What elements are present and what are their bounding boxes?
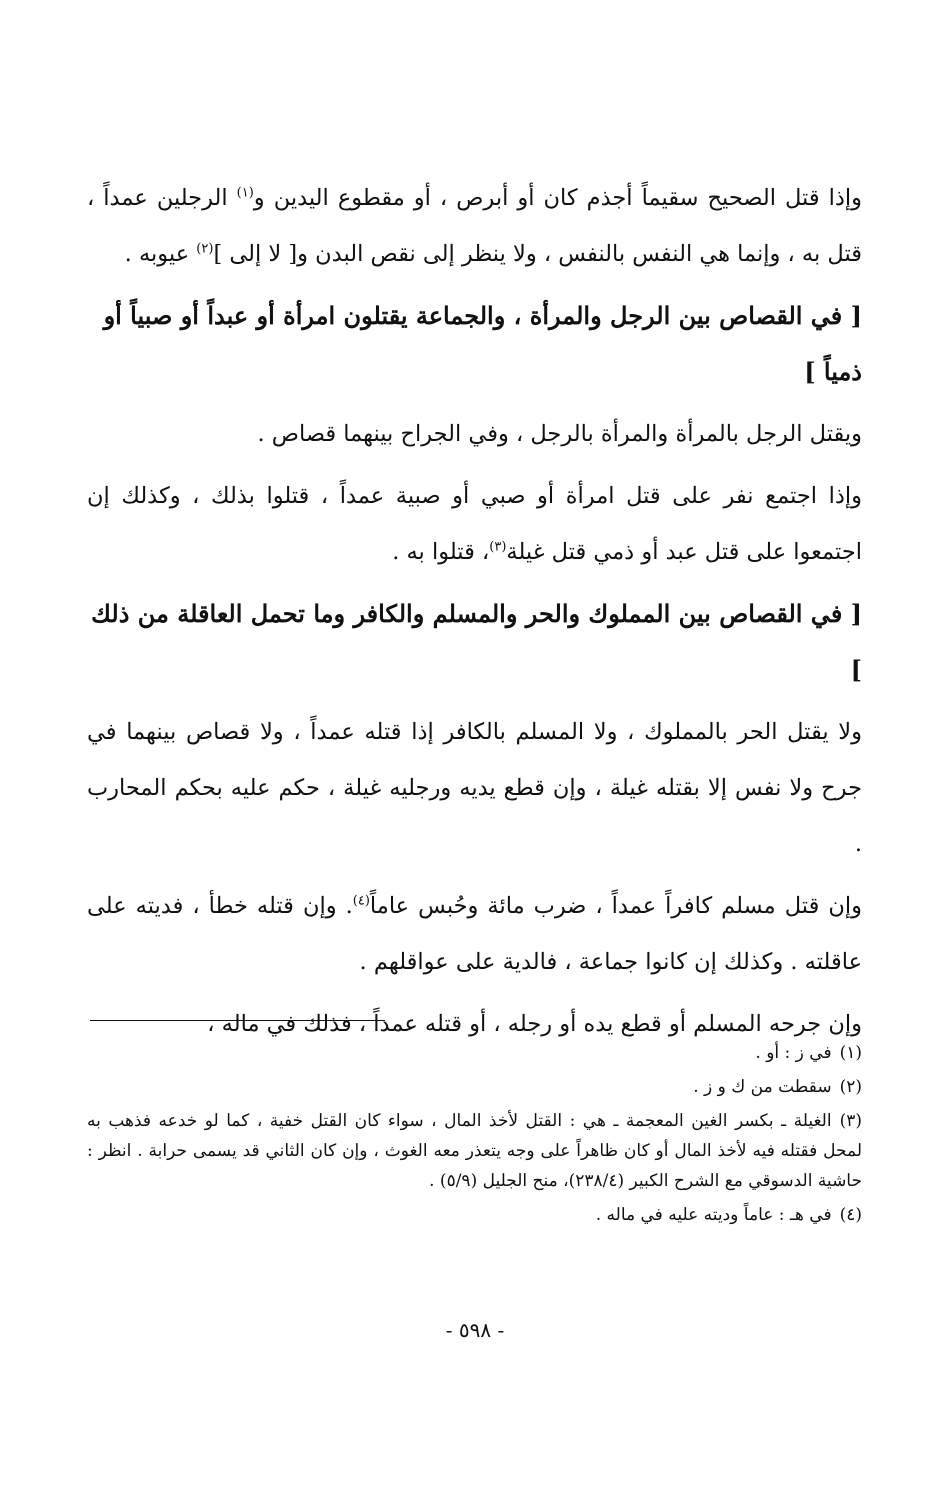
paragraph-1-part-c: عيوبه .: [124, 241, 197, 267]
footnote-divider: [90, 1020, 385, 1021]
paragraph-2: ويقتل الرجل بالمرأة والمرأة بالرجل ، وفي الجراح بينهما قصاص .: [257, 421, 862, 447]
paragraph-3: [87, 468, 862, 580]
paragraph-3-part-b: ، قتلوا به .: [392, 539, 490, 565]
paragraph-3-part-a: وإذا اجتمع نفر على قتل امرأة أو صبي أو صبية عمداً ، قتلوا بذلك ، وكذلك إن اجتمعوا على قتل عبد أو ذمي قتل غيلة: [87, 483, 862, 565]
footnote-text-4: في هـ : عاماً وديته عليه في ماله .: [595, 1205, 832, 1225]
paragraph-1: [87, 170, 862, 282]
footnote-number-3: (٣): [839, 1111, 862, 1131]
footnote-4: [87, 1200, 862, 1230]
footnote-text-3: الغيلة ـ بكسر الغين المعجمة ـ هي : القتل لأخذ المال ، سواء كان القتل خفية ، كما لو خدعه فذهب به لمحل فقتله فيه لأخذ المال أو كان ظاهراً على وجه يتعذر معه الغوث ، وإن كان الثاني قد يسمى حرابة . انظر : حاشية الدسوقي مع الشرح الكبير (٢٣٨/٤)، منح الجليل (٥/٩) .: [87, 1111, 862, 1191]
paragraph-1-part-a: وإذا قتل الصحيح سقيماً أجذم كان أو أبرص ، أو مقطوع اليدين و: [253, 185, 862, 211]
footnote-number-2: (٢): [839, 1077, 862, 1097]
footnote-3: [87, 1106, 862, 1196]
footnote-ref-1[interactable]: (١): [236, 185, 254, 201]
footnote-ref-4[interactable]: (٤): [352, 893, 370, 909]
section-heading-1: [ في القصاص بين الرجل والمرأة ، والجماعة يقتلون امرأة أو عبداً أو صبياً أو ذمياً ]: [103, 301, 862, 386]
footnote-text-1: في ز : أو .: [755, 1043, 832, 1063]
paragraph-5-part-b: . وإن قتله خطأ ، فديته على عاقلته . وكذلك إن كانوا جماعة ، فالدية على عواقلهم .: [87, 893, 862, 975]
footnote-number-1: (١): [839, 1043, 862, 1063]
footnote-1: [87, 1038, 862, 1068]
footnote-ref-3[interactable]: (٣): [489, 539, 507, 555]
footnote-2: [87, 1072, 862, 1102]
paragraph-5-part-a: وإن قتل مسلم كافراً عمداً ، ضرب مائة وحُبس عاماً: [369, 893, 862, 919]
footnotes: [87, 1038, 862, 1234]
footnote-ref-2[interactable]: (٢): [196, 241, 214, 257]
paragraph-6: وإن جرحه المسلم أو قطع يده أو رجله ، أو قتله عمداً ، فذلك في ماله ،: [207, 1011, 862, 1037]
page-number: - ٥٩٨ -: [445, 1318, 505, 1342]
footnote-number-4: (٤): [839, 1205, 862, 1225]
main-text: [87, 170, 862, 1058]
section-heading-2: [ في القصاص بين المملوك والحر والمسلم والكافر وما تحمل العاقلة من ذلك ]: [91, 599, 862, 684]
paragraph-4: ولا يقتل الحر بالمملوك ، ولا المسلم بالكافر إذا قتله عمداً ، ولا قصاص بينهما في جرح ولا نفس إلا بقتله غيلة ، وإن قطع يديه ورجليه غيلة ، حكم عليه بحكم المحارب .: [87, 719, 862, 857]
paragraph-5: [87, 878, 862, 990]
paragraph-1-part-b: الرجلين عمداً ، قتل به ، وإنما هي النفس بالنفس ، ولا ينظر إلى نقص البدن و[ لا إلى ]: [87, 185, 862, 267]
footnote-text-2: سقطت من ك و ز .: [693, 1077, 832, 1097]
